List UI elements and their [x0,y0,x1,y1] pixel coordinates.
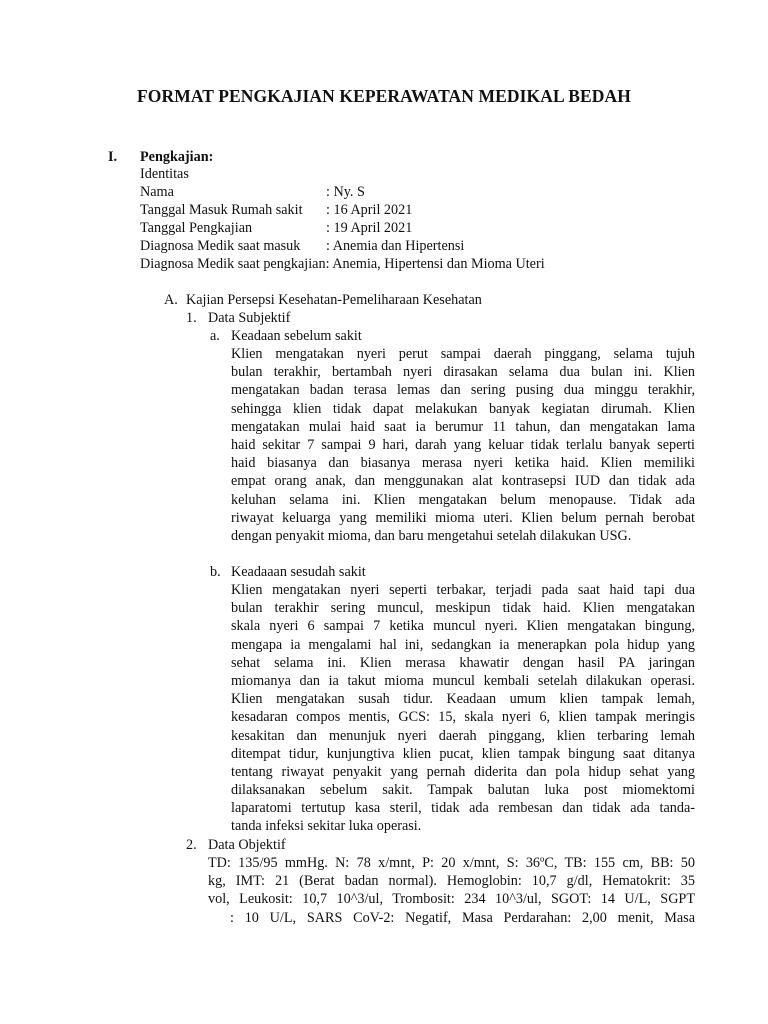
paragraph-line: mengapa ia mengalami hal ini, sedangkan ia menerapkan pola hidup yang [231,636,695,653]
paragraph-line: sehat selama ini. Klien merasa khawatir dengan hasil PA jaringan [231,654,695,671]
paragraph-line: ditempat tidur, kunjungtiva klien pucat, klien tampak bingung saat ditanya [231,745,695,762]
item-2-label: Data Objektif [208,837,286,853]
identity-value: : 19 April 2021 [326,220,413,236]
paragraph-data-objektif [208,854,695,927]
paragraph-line: Klien mengatakan nyeri perut sampai daerah pinggang, selama tujuh [231,346,695,362]
paragraph-line: mengatakan mulai haid saat ia berumur 11 tahun, dan mengatakan lama [231,418,695,435]
identity-value: : Ny. S [326,184,365,200]
item-1a-label: Keadaan sebelum sakit [231,328,362,344]
paragraph-line: miomanya dan ia takut mioma muncul kembali setelah dilakukan operasi. [231,672,695,689]
paragraph-line: Klien mengatakan susah tidur. Keadaan umum klien tampak lemah, [231,691,695,708]
document-title: FORMAT PENGKAJIAN KEPERAWATAN MEDIKAL BEDAH [136,86,631,106]
paragraph-line: tentang riwayat penyakit yang pernah diderita dan pola hidup sehat yang [231,763,695,780]
subsection-a-marker: A. [164,292,178,308]
identity-row-tanggal-pengkajian [140,219,412,237]
paragraph-line: empat orang anak, dan menggunakan alat kontrasepsi IUD dan tidak ada [231,473,695,490]
paragraph-line: keluhan selama ini. Klien mengatakan belum menopause. Tidak ada [231,491,695,508]
item-1-label: Data Subjektif [208,310,291,326]
paragraph-line: Klien mengatakan nyeri seperti terbakar, terjadi pada saat haid tapi dua [231,582,695,598]
item-2-marker: 2. [186,837,197,853]
subsection-a-label: Kajian Persepsi Kesehatan-Pemeliharaan Kesehatan [186,292,482,308]
paragraph-keadaan-sebelum-sakit [231,345,695,545]
paragraph-line: skala nyeri 6 sampai 7 ketika muncul nyeri. Klien mengatakan bingung, [231,618,695,635]
paragraph-line: bulan terakhir, bertambah nyeri dirasakan selama dua bulan ini. Klien [231,364,695,381]
paragraph-line: kg, IMT: 21 (Berat badan normal). Hemoglobin: 10,7 g/dl, Hematokrit: 35 [208,873,695,890]
identity-value: : 16 April 2021 [326,202,413,218]
paragraph-line: kesadaran compos mentis, GCS: 15, skala nyeri 6, klien tampak meringis [231,709,695,726]
identity-value: : Anemia dan Hipertensi [326,238,465,254]
paragraph-line: bulan terakhir sering muncul, meskipun tidak haid. Klien mengatakan [231,600,695,617]
identity-label: Diagnosa Medik saat masuk [140,238,301,254]
section-heading: Pengkajian: [140,149,214,165]
identity-row-diagnosa-masuk [140,237,464,255]
paragraph-line: kesakitan dan menunjuk nyeri daerah pinggang, klien terbaring lemah [231,727,695,744]
paragraph-line: dengan penyakit mioma, dan baru mengetahui setelah dilakukan USG. [231,527,632,544]
identity-row-tanggal-masuk [140,201,412,219]
item-1-marker: 1. [186,310,197,326]
identity-row-nama [140,183,365,201]
item-1b-marker: b. [210,564,221,580]
paragraph-line: : 10 U/L, SARS CoV-2: Negatif, Masa Perdarahan: 2,00 menit, Masa [230,909,695,926]
paragraph-line: TD: 135/95 mmHg. N: 78 x/mnt, P: 20 x/mnt, S: 36ºC, TB: 155 cm, BB: 50 [208,855,695,871]
identity-label: Tanggal Pengkajian [140,220,253,236]
paragraph-line: sehingga klien tidak dapat melakukan banyak kegiatan dirumah. Klien [231,400,695,417]
paragraph-line: mengatakan badan terasa lemas dan sering pusing dua minggu terakhir, [231,382,695,399]
paragraph-line: haid sekitar 7 sampai 9 hari, darah yang keluar tidak terlalu banyak seperti [231,436,695,453]
item-1b-label: Keadaaan sesudah sakit [231,564,366,580]
paragraph-keadaan-sesudah-sakit [231,581,695,836]
identitas-label: Identitas [140,166,189,182]
identity-label: Nama [140,184,174,200]
paragraph-line: vol, Leukosit: 10,7 10^3/ul, Trombosit: 234 10^3/ul, SGOT: 14 U/L, SGPT [208,891,695,908]
paragraph-line: tanda infeksi sekitar luka operasi. [231,818,422,835]
paragraph-line: laparatomi tertutup kasa steril, tidak ada rembesan dan tidak ada tanda- [231,800,695,817]
diagnosa-pengkajian: Diagnosa Medik saat pengkajian: Anemia, Hipertensi dan Mioma Uteri [140,256,545,272]
paragraph-line: haid biasanya dan biasanya merasa nyeri ketika haid. Klien memiliki [231,455,695,472]
paragraph-line: riwayat keluarga yang memiliki mioma uteri. Klien belum pernah berobat [231,509,695,526]
item-1a-marker: a. [210,328,220,344]
identity-label: Tanggal Masuk Rumah sakit [140,202,303,218]
section-number: I. [108,149,118,165]
paragraph-line: dilaksanakan sebelum sakit. Tampak balutan luka post miomektomi [231,782,695,799]
